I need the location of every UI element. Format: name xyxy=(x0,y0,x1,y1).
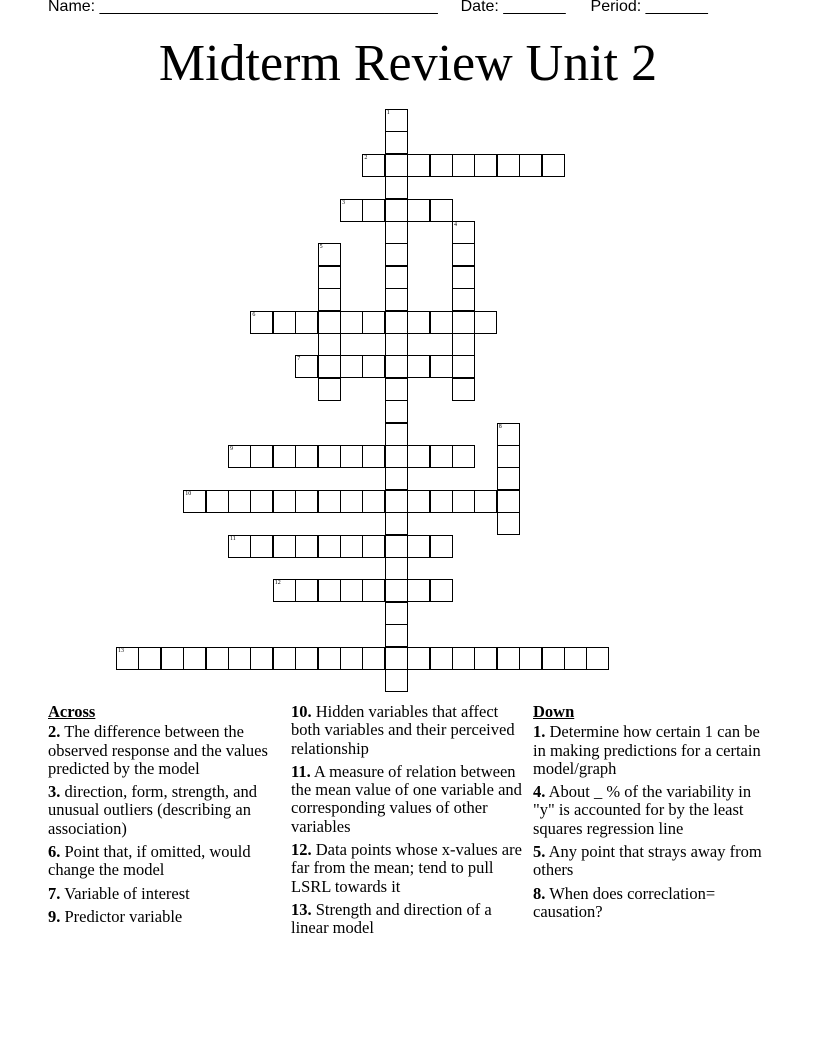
crossword-cell[interactable] xyxy=(362,535,385,558)
crossword-cell[interactable] xyxy=(586,647,609,670)
crossword-cell[interactable] xyxy=(318,311,341,334)
crossword-cell[interactable] xyxy=(295,445,318,468)
crossword-cell[interactable] xyxy=(474,647,497,670)
crossword-cell[interactable] xyxy=(318,490,341,513)
clue-item xyxy=(291,763,527,836)
crossword-cell[interactable] xyxy=(407,535,430,558)
crossword-cell[interactable] xyxy=(407,311,430,334)
crossword-cell[interactable] xyxy=(385,176,408,199)
clue-item xyxy=(533,885,769,922)
clue-item xyxy=(48,723,284,778)
clue-item xyxy=(48,783,284,838)
crossword-cell[interactable] xyxy=(407,199,430,222)
crossword-cell[interactable] xyxy=(430,445,453,468)
cell-number: 2 xyxy=(364,154,368,161)
crossword-cell[interactable] xyxy=(497,154,520,177)
crossword-cell[interactable] xyxy=(295,311,318,334)
clue-text: About _ % of the variability in "y" is accounted for by the least squares regression line xyxy=(533,782,752,838)
cell-number: 1 xyxy=(386,110,390,116)
crossword-cell[interactable] xyxy=(318,355,341,378)
crossword-cell[interactable] xyxy=(452,311,475,334)
clue-text: When does correclation= causation? xyxy=(533,883,716,921)
crossword-cell[interactable] xyxy=(318,647,341,670)
page-title: Midterm Review Unit 2 xyxy=(158,35,658,92)
crossword-cell[interactable] xyxy=(318,288,341,311)
crossword-cell[interactable] xyxy=(362,199,385,222)
crossword-cell[interactable] xyxy=(519,647,542,670)
crossword-cell[interactable] xyxy=(519,154,542,177)
crossword-cell[interactable] xyxy=(452,221,475,244)
crossword-cell[interactable] xyxy=(385,131,408,154)
crossword-cell[interactable] xyxy=(385,669,408,692)
name-field[interactable]: Name: ______________________________________ xyxy=(48,0,438,15)
crossword-cell[interactable] xyxy=(452,243,475,266)
clue-number: 4. xyxy=(533,782,546,802)
crossword-cell[interactable] xyxy=(385,221,408,244)
crossword-cell[interactable] xyxy=(430,579,453,602)
clue-text: A measure of relation between the mean value of one variable and corresponding values of other variables xyxy=(291,761,522,836)
crossword-cell[interactable] xyxy=(385,579,408,602)
crossword-cell[interactable] xyxy=(474,311,497,334)
crossword-cell[interactable] xyxy=(250,490,273,513)
crossword-cell[interactable] xyxy=(407,445,430,468)
crossword-cell[interactable] xyxy=(340,647,363,670)
crossword-cell[interactable] xyxy=(430,199,453,222)
crossword-cell[interactable] xyxy=(183,647,206,670)
clue-text: Data points whose x-values are far from the mean; tend to pull LSRL towards it xyxy=(291,840,522,896)
crossword-cell[interactable] xyxy=(385,266,408,289)
down-clues-column xyxy=(533,703,769,926)
clue-number: 7. xyxy=(48,883,61,903)
crossword-cell[interactable] xyxy=(362,445,385,468)
crossword-cell[interactable] xyxy=(452,490,475,513)
crossword-cell[interactable] xyxy=(318,378,341,401)
cell-number: 9 xyxy=(230,446,233,452)
clue-item xyxy=(48,908,284,926)
crossword-cell[interactable] xyxy=(385,535,408,558)
clue-number: 9. xyxy=(48,906,61,926)
clue-text: Any point that strays away from others xyxy=(533,842,762,880)
crossword-cell[interactable] xyxy=(497,423,520,446)
across-clues-column-1 xyxy=(48,703,284,931)
crossword-cell[interactable] xyxy=(385,109,408,132)
clue-number: 1. xyxy=(533,722,546,742)
cell-number: 4 xyxy=(454,222,457,228)
clue-number: 10. xyxy=(291,702,312,721)
clue-number: 11. xyxy=(291,761,311,781)
crossword-cell[interactable] xyxy=(295,647,318,670)
cell-number: 6 xyxy=(252,311,256,318)
clue-number: 13. xyxy=(291,899,312,919)
crossword-cell[interactable] xyxy=(430,355,453,378)
crossword-cell[interactable] xyxy=(452,378,475,401)
crossword-cell[interactable] xyxy=(116,647,139,670)
crossword-cell[interactable] xyxy=(430,154,453,177)
crossword-cell[interactable] xyxy=(497,512,520,535)
cell-number: 13 xyxy=(118,647,124,654)
clue-text: Hidden variables that affect both variables and their perceived relationship xyxy=(291,702,515,758)
across-clues-column-2 xyxy=(291,703,527,943)
crossword-cell[interactable] xyxy=(318,535,341,558)
crossword-cell[interactable] xyxy=(497,445,520,468)
crossword-cell[interactable] xyxy=(340,199,363,222)
crossword-cell[interactable] xyxy=(228,535,251,558)
crossword-cell[interactable] xyxy=(273,579,296,602)
crossword-cell[interactable] xyxy=(250,647,273,670)
crossword-cell[interactable] xyxy=(452,333,475,356)
clue-item xyxy=(48,885,284,903)
crossword-cell[interactable] xyxy=(385,333,408,356)
crossword-cell[interactable] xyxy=(318,579,341,602)
crossword-cell[interactable] xyxy=(273,490,296,513)
clue-number: 8. xyxy=(533,883,546,903)
crossword-cell[interactable] xyxy=(430,311,453,334)
cell-number: 12 xyxy=(274,580,281,587)
crossword-cell[interactable] xyxy=(161,647,184,670)
crossword-cell[interactable] xyxy=(452,355,475,378)
crossword-cell[interactable] xyxy=(430,535,453,558)
crossword-cell[interactable] xyxy=(385,602,408,625)
crossword-cell[interactable] xyxy=(385,400,408,423)
crossword-cell[interactable] xyxy=(362,490,385,513)
crossword-cell[interactable] xyxy=(497,467,520,490)
crossword-cell[interactable] xyxy=(385,490,408,513)
cell-number: 7 xyxy=(297,356,301,363)
crossword-cell[interactable] xyxy=(385,557,408,580)
clue-text: Strength and direction of a linear model xyxy=(291,899,492,938)
crossword-cell[interactable] xyxy=(542,647,565,670)
crossword-cell[interactable] xyxy=(407,355,430,378)
crossword-cell[interactable] xyxy=(564,647,587,670)
crossword-cell[interactable] xyxy=(362,311,385,334)
cell-number: 8 xyxy=(498,423,502,430)
crossword-cell[interactable] xyxy=(295,579,318,602)
clue-item xyxy=(533,723,769,778)
crossword-cell[interactable] xyxy=(385,311,408,334)
crossword-cell[interactable] xyxy=(452,647,475,670)
crossword-cell[interactable] xyxy=(430,490,453,513)
crossword-cell[interactable] xyxy=(452,445,475,468)
crossword-cell[interactable] xyxy=(340,535,363,558)
crossword-cell[interactable] xyxy=(385,512,408,535)
cell-number: 11 xyxy=(230,535,236,542)
date-field[interactable]: Date: _______ xyxy=(460,0,566,15)
clue-item xyxy=(291,703,527,758)
crossword-cell[interactable] xyxy=(385,467,408,490)
crossword-cell[interactable] xyxy=(362,647,385,670)
across-heading: Across xyxy=(48,702,96,721)
crossword-cell[interactable] xyxy=(385,445,408,468)
crossword-cell[interactable] xyxy=(407,579,430,602)
crossword-cell[interactable] xyxy=(273,535,296,558)
crossword-cell[interactable] xyxy=(340,445,363,468)
crossword-cell[interactable] xyxy=(385,624,408,647)
crossword-cell[interactable] xyxy=(228,647,251,670)
clue-text: Determine how certain 1 can be in making predictions for a certain model/graph xyxy=(533,722,761,778)
clue-text: Variable of interest xyxy=(60,883,190,903)
crossword-cell[interactable] xyxy=(497,647,520,670)
crossword-cell[interactable] xyxy=(206,490,229,513)
crossword-cell[interactable] xyxy=(228,490,251,513)
clue-number: 6. xyxy=(48,842,61,862)
crossword-cell[interactable] xyxy=(385,288,408,311)
crossword-cell[interactable] xyxy=(295,535,318,558)
down-heading: Down xyxy=(533,702,575,721)
crossword-cell[interactable] xyxy=(385,647,408,670)
clue-item xyxy=(291,901,527,938)
clue-text: Point that, if omitted, would change the model xyxy=(48,842,251,880)
crossword-cell[interactable] xyxy=(385,199,408,222)
cell-number: 10 xyxy=(185,490,192,497)
clue-item xyxy=(533,843,769,880)
crossword-cell[interactable] xyxy=(497,490,520,513)
crossword-cell[interactable] xyxy=(340,311,363,334)
crossword-cell[interactable] xyxy=(273,311,296,334)
crossword-cell[interactable] xyxy=(385,243,408,266)
crossword-cell[interactable] xyxy=(362,154,385,177)
crossword-cell[interactable] xyxy=(430,647,453,670)
clue-item xyxy=(533,783,769,838)
crossword-cell[interactable] xyxy=(452,288,475,311)
crossword-cell[interactable] xyxy=(228,445,251,468)
crossword-cell[interactable] xyxy=(318,445,341,468)
crossword-cell[interactable] xyxy=(340,579,363,602)
clue-text: The difference between the observed response and the values predicted by the model xyxy=(48,722,268,778)
crossword-cell[interactable] xyxy=(452,154,475,177)
crossword-cell[interactable] xyxy=(542,154,565,177)
crossword-cell[interactable] xyxy=(295,490,318,513)
crossword-cell[interactable] xyxy=(452,266,475,289)
crossword-cell[interactable] xyxy=(206,647,229,670)
clue-number: 2. xyxy=(48,722,61,742)
crossword-cell[interactable] xyxy=(362,355,385,378)
crossword-cell[interactable] xyxy=(407,154,430,177)
crossword-cell[interactable] xyxy=(183,490,206,513)
crossword-cell[interactable] xyxy=(273,647,296,670)
crossword-cell[interactable] xyxy=(340,490,363,513)
crossword-cell[interactable] xyxy=(385,378,408,401)
clue-number: 12. xyxy=(291,840,312,860)
crossword-cell[interactable] xyxy=(385,423,408,446)
cell-number: 5 xyxy=(319,244,323,251)
crossword-cell[interactable] xyxy=(273,445,296,468)
clue-text: direction, form, strength, and unusual outliers (describing an association) xyxy=(48,782,257,838)
crossword-cell[interactable] xyxy=(385,355,408,378)
crossword-cell[interactable] xyxy=(385,154,408,177)
crossword-cell[interactable] xyxy=(318,333,341,356)
clue-item xyxy=(291,841,527,896)
crossword-cell[interactable] xyxy=(474,154,497,177)
crossword-cell[interactable] xyxy=(474,490,497,513)
clue-number: 3. xyxy=(48,782,61,802)
crossword-cell[interactable] xyxy=(318,266,341,289)
crossword-cell[interactable] xyxy=(250,311,273,334)
crossword-cell[interactable] xyxy=(362,579,385,602)
crossword-cell[interactable] xyxy=(318,243,341,266)
clue-item xyxy=(48,843,284,880)
crossword-cell[interactable] xyxy=(407,647,430,670)
crossword-cell[interactable] xyxy=(295,355,318,378)
clue-text: Predictor variable xyxy=(60,906,183,926)
crossword-cell[interactable] xyxy=(138,647,161,670)
crossword-cell[interactable] xyxy=(250,535,273,558)
cell-number: 3 xyxy=(342,199,345,206)
crossword-cell[interactable] xyxy=(340,355,363,378)
crossword-cell[interactable] xyxy=(407,490,430,513)
clue-number: 5. xyxy=(533,842,546,862)
period-field[interactable]: Period: _______ xyxy=(590,0,708,15)
crossword-cell[interactable] xyxy=(250,445,273,468)
